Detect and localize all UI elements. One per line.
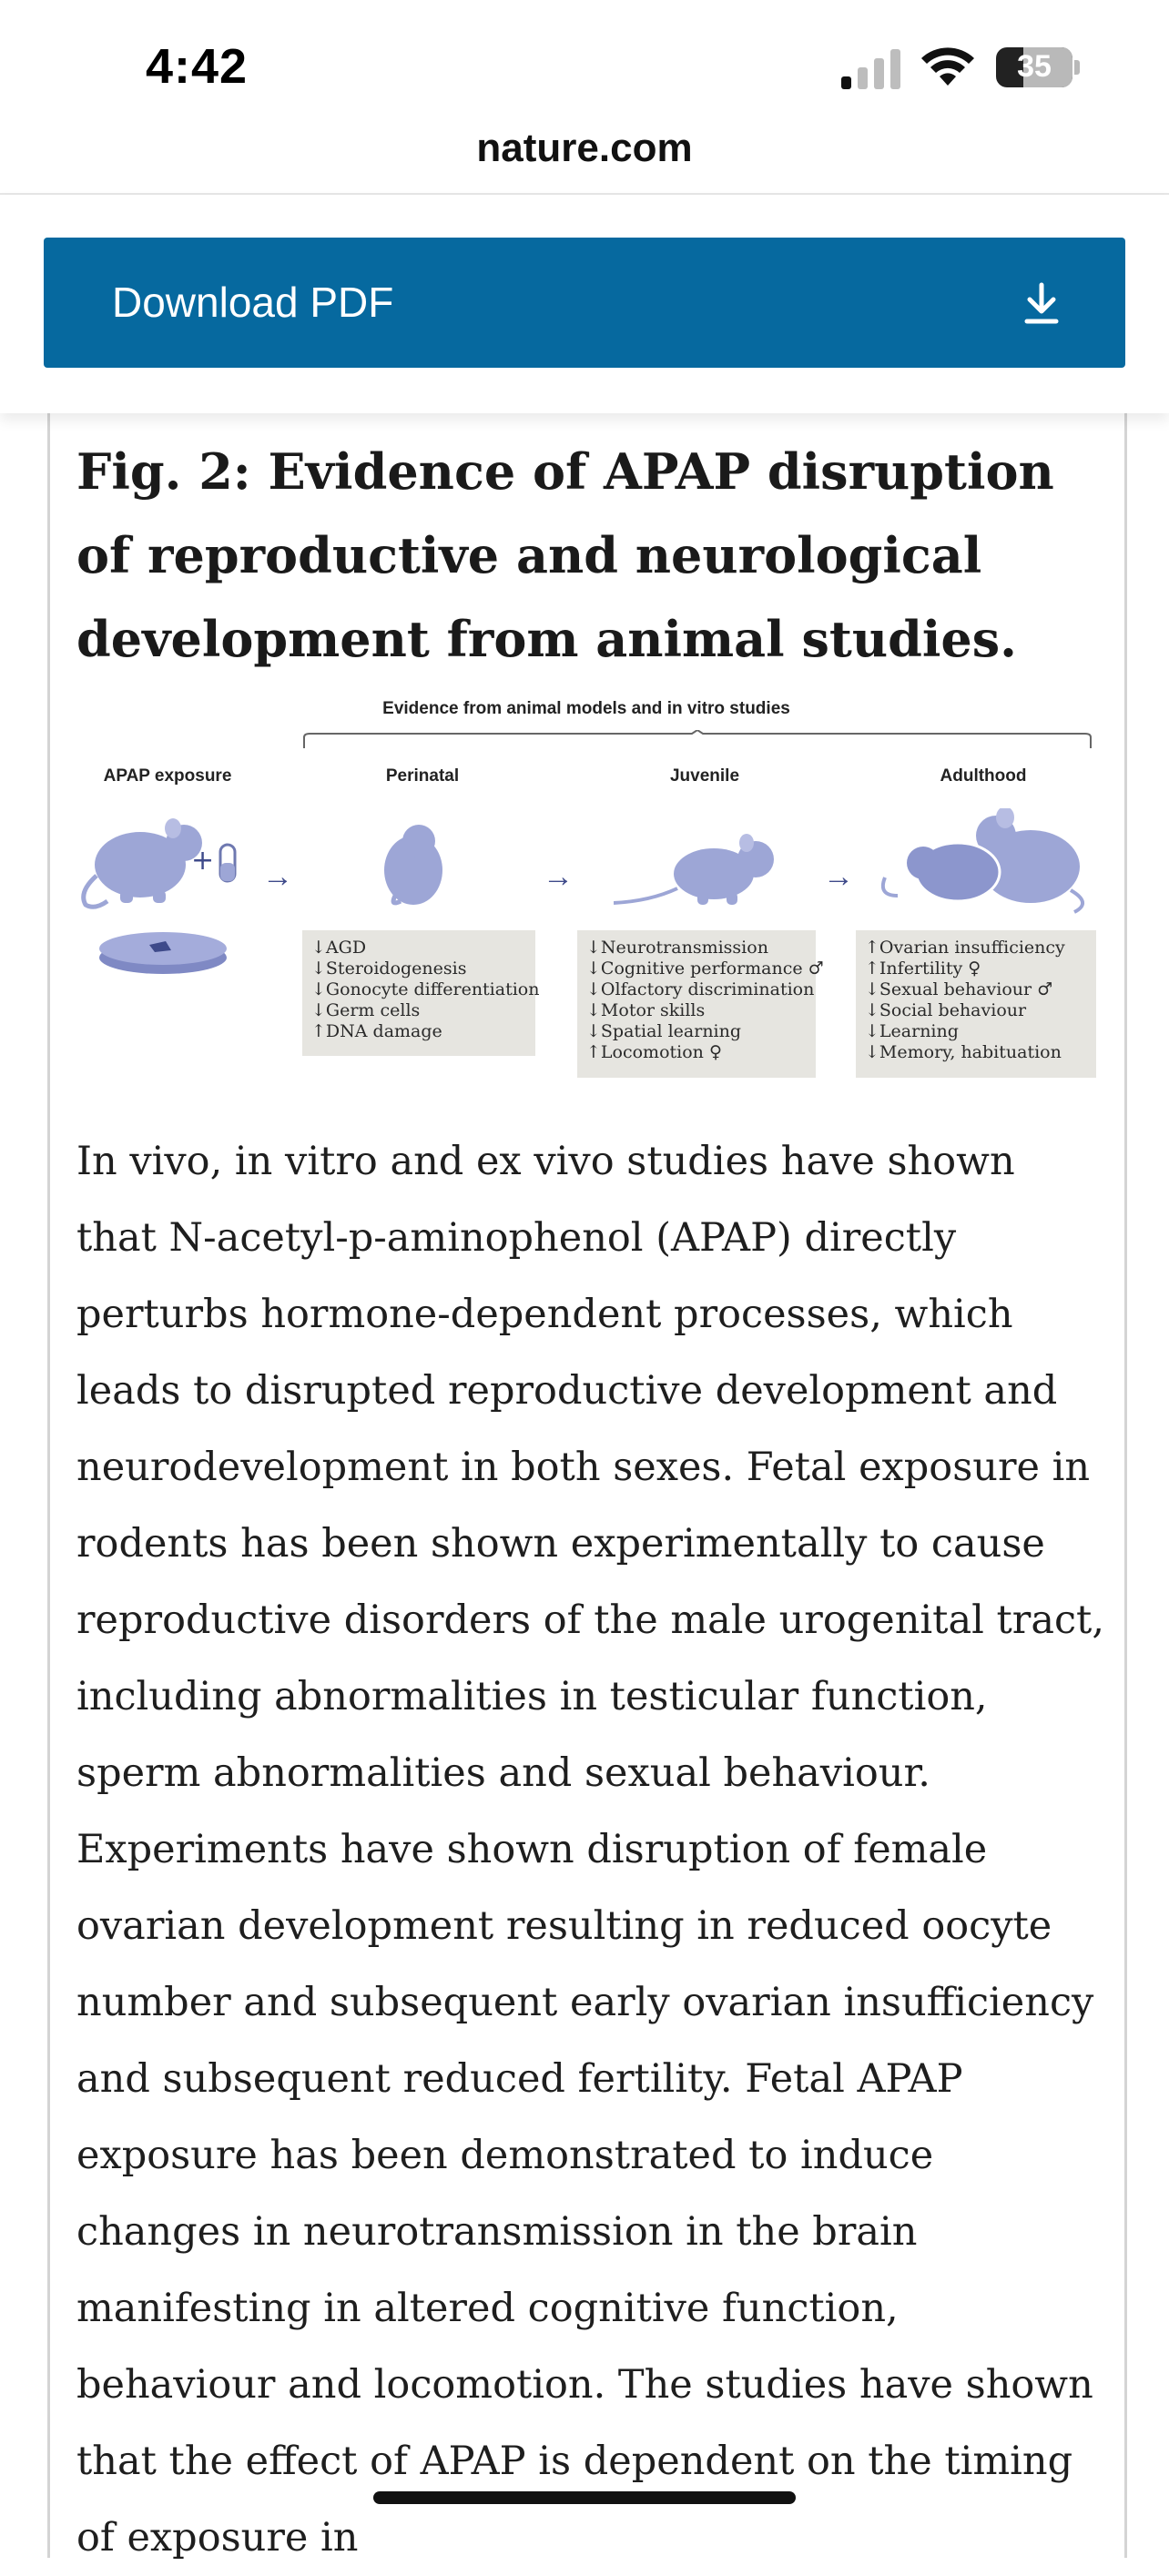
effect-item: ↓AGD <box>311 938 367 958</box>
effect-item: ↑Ovarian insufficiency <box>865 938 1065 958</box>
arrow-right-icon: → <box>543 859 574 894</box>
juvenile-mouse-icon <box>614 828 796 910</box>
download-bar <box>0 195 1169 413</box>
effect-item: ↓Motor skills <box>586 1000 706 1020</box>
effect-item: ↓Memory, habituation <box>865 1042 1062 1062</box>
figure-top-label: Evidence from animal models and in vitro studies <box>382 699 790 718</box>
juvenile-effects-box <box>577 930 824 1078</box>
download-icon <box>1022 281 1062 325</box>
figure-title: Fig. 2: Evidence of APAP disruption of reproductive and neurological development from animal studies. <box>76 442 1054 668</box>
effect-item: ↓Spatial learning <box>586 1021 742 1041</box>
cellular-signal-icon <box>841 47 901 91</box>
effect-item: ↓Cognitive performance ♂ <box>586 958 824 979</box>
battery-cap <box>1074 60 1080 75</box>
effect-item: ↓Neurotransmission <box>586 938 768 958</box>
perinatal-effects-box <box>302 930 540 1056</box>
figure-bracket <box>302 730 1093 750</box>
effect-item: ↓Gonocyte differentiation <box>311 979 540 999</box>
battery-level: 35 <box>1017 49 1052 84</box>
svg-text:+: + <box>191 845 215 877</box>
effect-item: ↑DNA damage <box>311 1021 442 1041</box>
effect-item: ↓Social behaviour <box>865 1000 1027 1020</box>
effect-item: ↓Olfactory discrimination <box>586 979 815 999</box>
effect-item: ↓Steroidogenesis <box>311 958 467 979</box>
home-indicator[interactable] <box>373 2491 796 2504</box>
adult-mice-icon <box>878 808 1096 916</box>
figure-caption-paragraph: In vivo, in vitro and ex vivo studies have shown that N-acetyl-p-aminophenol (APAP) directly perturbs hormone-dependent processes, which leads to disrupted reproductive development and neurodevelopment in both sexes. Fetal exposure in rodents has been shown experimentally to cause reproductive disorders of the male urogenital tract, including abnormalities in testicular function, sperm abnormalities and sexual behaviour. Experiments have shown disruption of female ovarian development resulting in reduced oocyte number and subsequent early ovarian insufficiency and subsequent reduced fertility. Fetal APAP exposure has been demonstrated to induce changes in neurotransmission in the brain manifesting in altered cognitive function, behaviour and locomotion. The studies have shown that the effect of APAP is dependent on the timing of exposure in <box>76 1139 1105 2561</box>
stage-label-perinatal: Perinatal <box>385 766 460 786</box>
stage-label-exposure: APAP exposure <box>103 766 232 786</box>
adulthood-effects-box <box>856 930 1096 1078</box>
petri-dish-icon <box>95 923 231 978</box>
effect-item: ↓Learning <box>865 1021 959 1041</box>
status-time: 4:42 <box>146 39 249 94</box>
status-bar <box>0 0 1169 170</box>
stage-label-juvenile: Juvenile <box>669 766 740 786</box>
figure-image[interactable] <box>76 692 1096 1092</box>
download-pdf-label: Download PDF <box>112 279 394 326</box>
wifi-icon <box>920 46 976 89</box>
stage-label-adulthood: Adulthood <box>940 766 1027 786</box>
battery-icon <box>996 47 1072 87</box>
download-pdf-button[interactable] <box>44 238 1125 368</box>
mouse-pup-icon <box>368 819 468 910</box>
effect-item: ↓Germ cells <box>311 1000 421 1020</box>
address-bar-url[interactable]: nature.com <box>476 126 693 170</box>
effect-item: ↑Infertility ♀ <box>865 958 981 979</box>
effect-item: ↑Locomotion ♀ <box>586 1042 722 1062</box>
arrow-right-icon: → <box>262 859 293 894</box>
arrow-right-icon: → <box>823 859 854 894</box>
effect-item: ↓Sexual behaviour ♂ <box>865 979 1053 999</box>
